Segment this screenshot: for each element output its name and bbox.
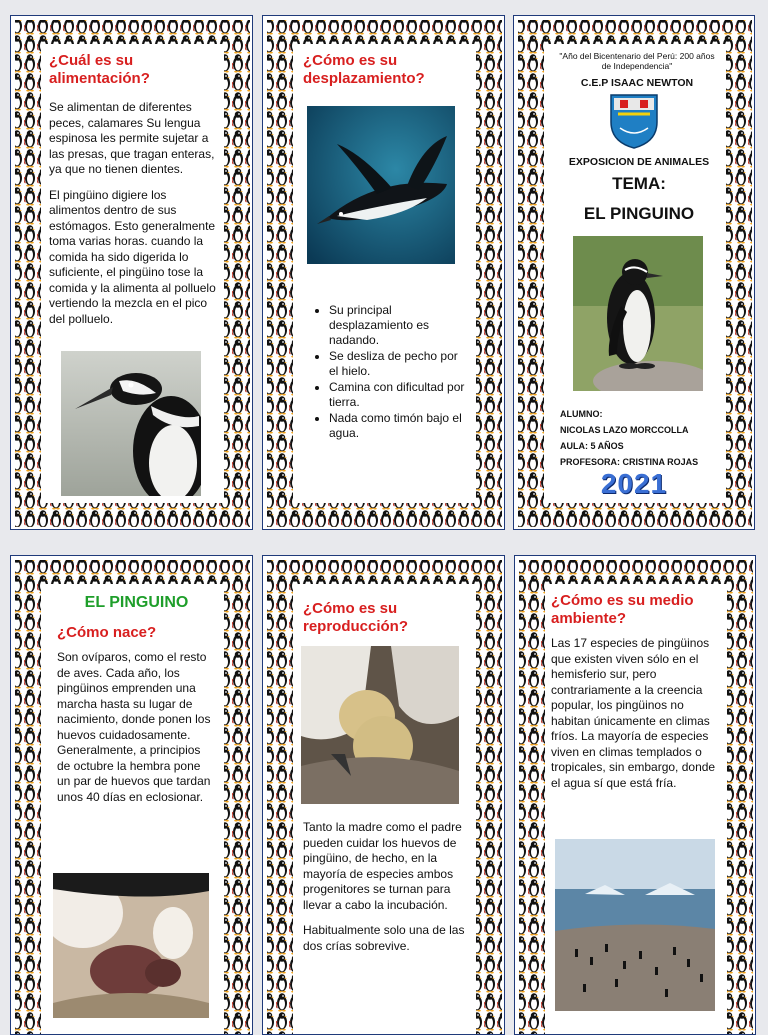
paragraph: Son ovíparos, como el resto de aves. Cada año, los pingüinos emprenden una marcha hasta su lugar de nacimiento, donde ponen los huevos cuidadosamente. Generalmente, a principios de octubre la hembra pone un par de huevos que tardan unos 40 días en eclosionar. [57, 650, 211, 804]
photo-penguin-standing [573, 236, 703, 391]
movement-list [295, 303, 468, 441]
paragraph: Tanto la madre como el padre pueden cuidar los huevos de pingüino, de hecho, en la mayoría de especies ambos progenitores se turnan para llevar a cabo la incubación. [303, 820, 462, 912]
year-motto: "Año del Bicentenario del Perú: 200 años de Independencia" [559, 51, 715, 71]
tema-label: TEMA: [612, 174, 666, 193]
paragraph: El pingüino digiere los alimentos dentro de sus estómagos. Esto generalmente toma varias horas. cuando la comida ha sido digerida lo suficiente, el pingüino tose la comida y la alimenta al polluelo vertiendo la mezcla en el pico del polluelo. [49, 187, 216, 326]
paragraph: Las 17 especies de pingüinos que existen viven sólo en el hemisferio sur, pero contrariamente a la creencia popular, los pingüinos no habitan únicamente en climas fríos. La mayoría de especies viven en climas templados o tropicales, sin embargo, donde el agua sí que está fría. [551, 636, 716, 790]
cover-title: EL PINGUINO [583, 204, 695, 223]
question-title: ¿Cómo es su medio ambiente? [551, 592, 694, 627]
photo-penguin-eggs [301, 646, 459, 804]
photo-penguin-colony [555, 839, 715, 1011]
photo-penguin-swimming [307, 106, 455, 264]
profesora: PROFESORA: CRISTINA ROJAS [560, 457, 699, 467]
list-item: • Se desliza de pecho por el hielo. [329, 349, 468, 379]
school-name: C.E.P ISAAC NEWTON [580, 77, 694, 89]
panel-ambiente [514, 555, 756, 1035]
alumno-name: NICOLAS LAZO MORCCOLLA [560, 425, 689, 435]
alumno-label: ALUMNO: [560, 409, 603, 419]
paragraph: Habitualmente solo una de las dos crías sobrevive. [303, 923, 465, 953]
question-title: ¿Cuál es su alimentación? [49, 52, 150, 87]
panel-desplazamiento [262, 15, 505, 530]
panel-alimentacion [10, 15, 253, 530]
year-badge: 2021 [600, 468, 668, 499]
event-title: EXPOSICION DE ANIMALES [568, 156, 710, 168]
question-title: ¿Cómo nace? [57, 624, 157, 641]
paragraph: Se alimentan de diferentes peces, calamares Su lengua espinosa les permite sujetar a las presas, que tragan enteras, ya que no tienen dientes. [49, 100, 215, 176]
section-heading: EL PINGUINO [84, 594, 189, 611]
photo-penguin-hatchling [53, 873, 209, 1018]
panel-cover [513, 15, 755, 530]
photo-penguin-eating [61, 351, 201, 496]
panel-reproduccion [262, 555, 505, 1035]
panel-nace [10, 555, 253, 1035]
question-title: ¿Cómo es su reproducción? [303, 600, 409, 635]
question-title: ¿Cómo es su desplazamiento? [303, 52, 425, 87]
list-item: • Su principal desplazamiento es nadando. [329, 303, 468, 348]
school-crest [608, 92, 660, 150]
aula: AULA: 5 AÑOS [560, 441, 624, 451]
list-item: • Camina con dificultad por tierra. [329, 380, 468, 410]
list-item: • Nada como timón bajo el agua. [329, 411, 468, 441]
